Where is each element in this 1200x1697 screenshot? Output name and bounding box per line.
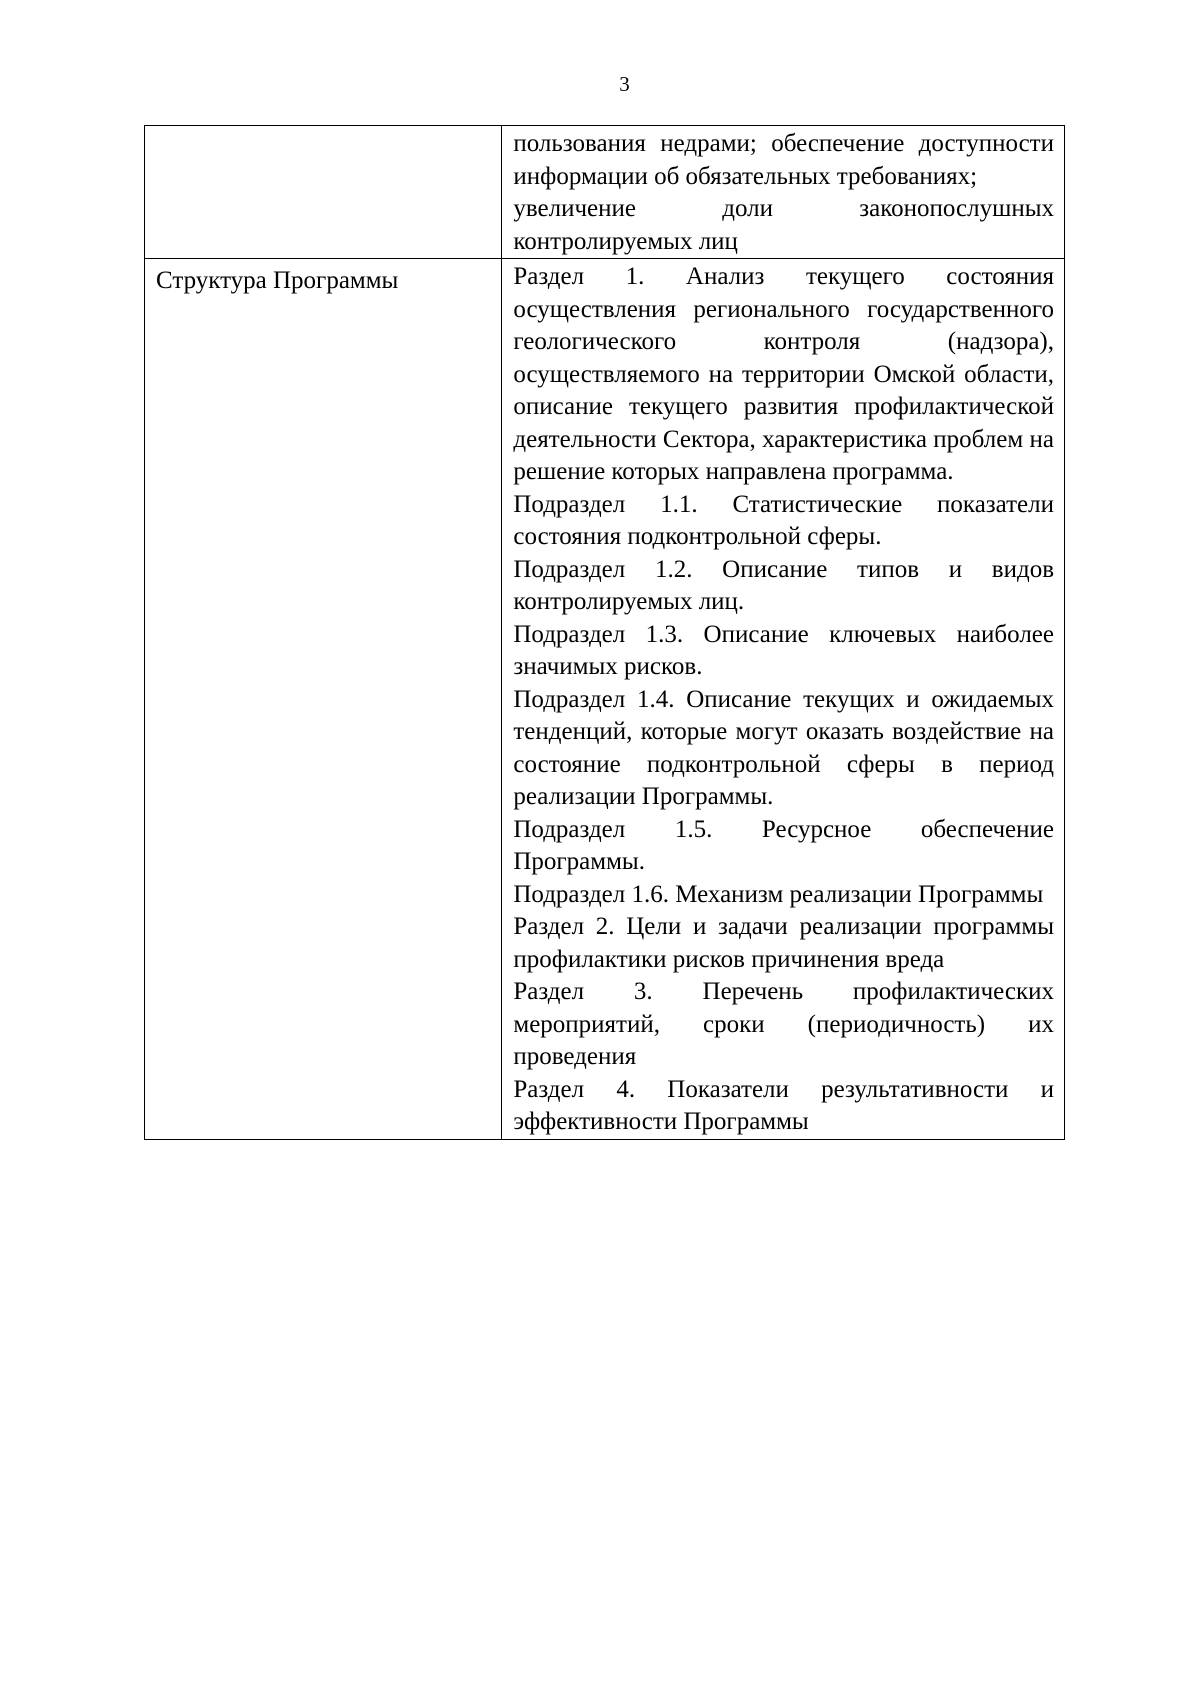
paragraph: Подраздел 1.4. Описание текущих и ожидаемых тенденций, которые могут оказать воздействие на состояние подконтрольной сферы в период реализации Программы.	[513, 685, 1054, 810]
row-label	[145, 126, 501, 132]
paragraph: Раздел 2. Цели и задачи реализации программы профилактики рисков причинения вреда	[513, 913, 1054, 973]
table-row	[145, 259, 1065, 1140]
paragraph: увеличение доли законопослушных контролируемых лиц	[513, 195, 1054, 255]
page-number: 3	[619, 72, 630, 96]
paragraph: Раздел 1. Анализ текущего состояния осуществления регионального государственного геологического контроля (надзора), осуществляемого на территории Омской области, описание текущего развития профилактической деятельности Сектора, характеристика проблем на решение которых направлена программа.	[513, 263, 1054, 485]
program-passport-table	[144, 125, 1065, 1140]
table-row	[145, 126, 1065, 259]
paragraph: Подраздел 1.5. Ресурсное обеспечение Программы.	[513, 815, 1054, 875]
paragraph: пользования недрами; обеспечение доступности информации об обязательных требованиях;	[513, 130, 1054, 190]
paragraph: Подраздел 1.1. Статистические показатели состояния подконтрольной сферы.	[513, 490, 1054, 550]
paragraph: Подраздел 1.3. Описание ключевых наиболее значимых рисков.	[513, 620, 1054, 680]
table-cell-content	[502, 259, 1065, 1140]
paragraph: Подраздел 1.6. Механизм реализации Программы	[513, 880, 1044, 908]
table-cell-label	[145, 126, 502, 259]
table-cell-label	[145, 259, 502, 1140]
paragraph: Раздел 4. Показатели результативности и эффективности Программы	[513, 1075, 1054, 1135]
paragraph: Подраздел 1.2. Описание типов и видов контролируемых лиц.	[513, 555, 1054, 615]
paragraph: Раздел 3. Перечень профилактических мероприятий, сроки (периодичность) их проведения	[513, 978, 1054, 1070]
row-label: Структура Программы	[156, 267, 399, 294]
table-cell-content	[502, 126, 1065, 259]
